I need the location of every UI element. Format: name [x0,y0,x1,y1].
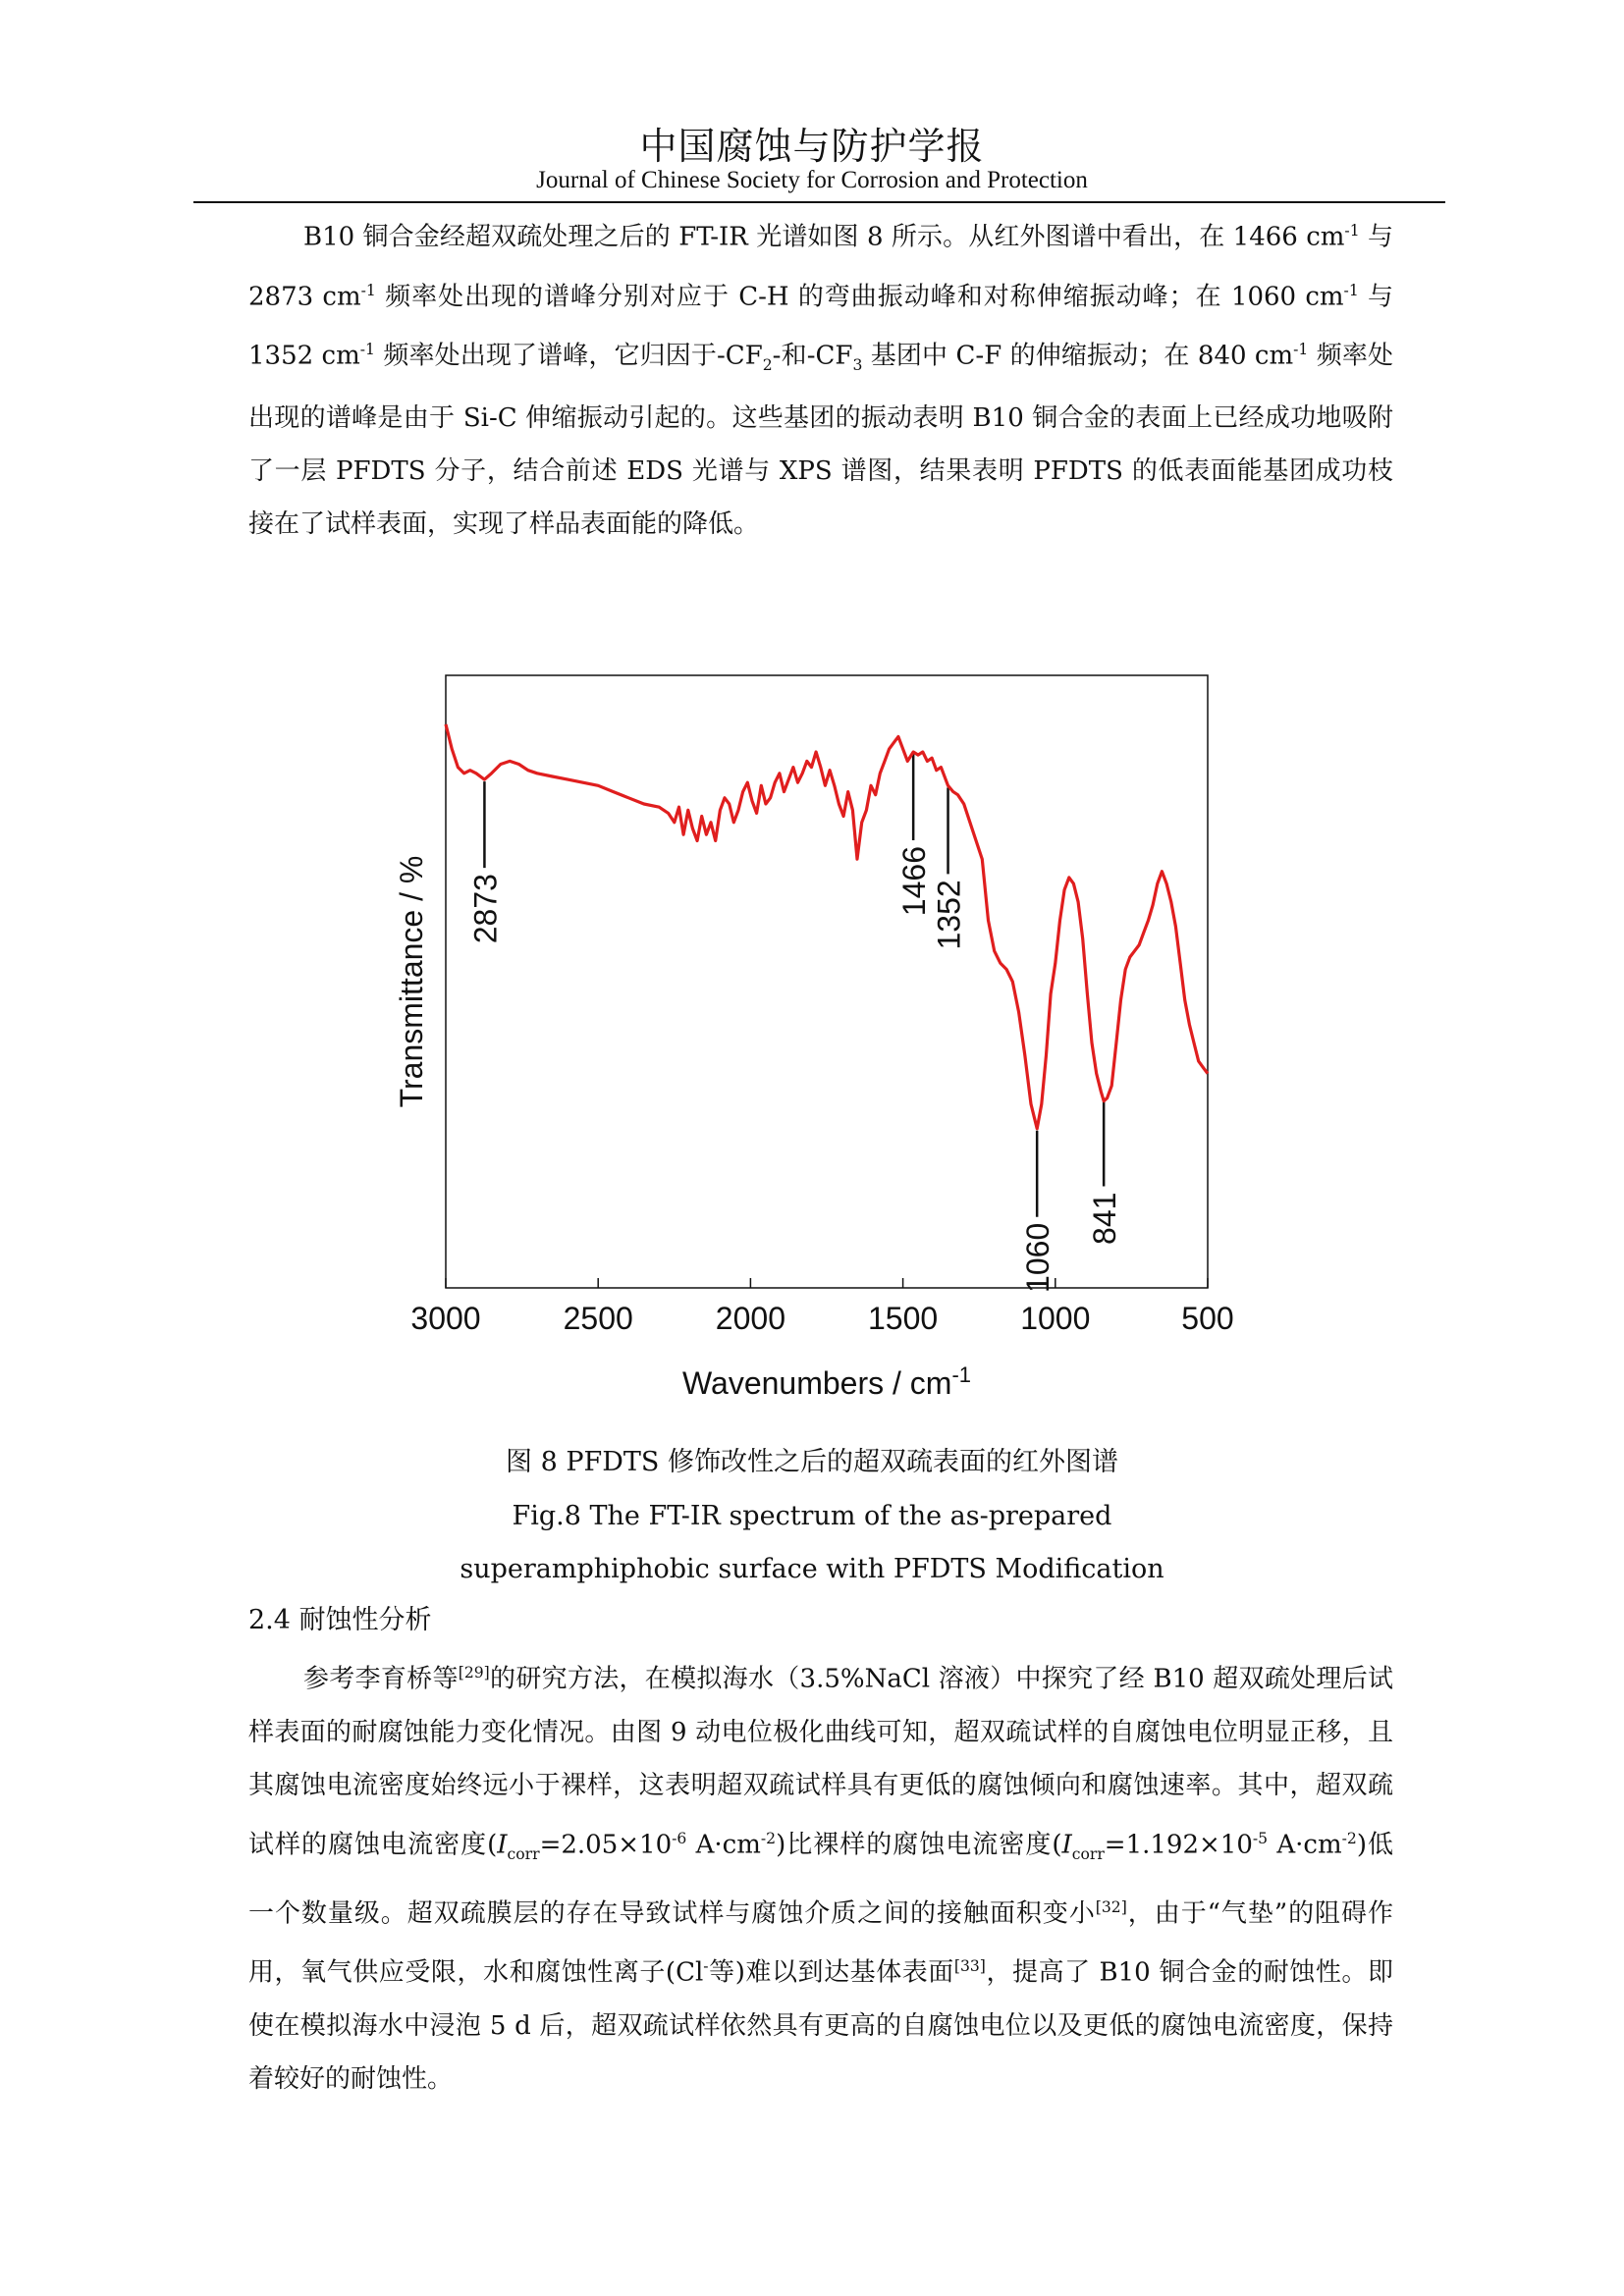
peak-label: 1466 [896,846,933,917]
peak-label: 841 [1087,1192,1123,1245]
x-tick-label: 3000 [410,1301,481,1336]
peak-label: 2873 [467,874,504,944]
y-axis-label: Transmittance / % [394,855,429,1108]
journal-title-cn: 中国腐蚀与防护学报 [639,125,985,168]
peak-label: 1060 [1020,1222,1056,1293]
x-tick-label: 500 [1181,1301,1234,1336]
paragraph-ftir: B10 铜合金经超双疏处理之后的 FT-IR 光谱如图 8 所示。从红外图谱中看出，在 1466 $cm^{-1}$ 与 2873 $cm^{-1}$ 频率处出现的谱峰分别对应于 C-H 的弯曲振动峰和对称伸缩振动峰；在 1060 $cm^{-1}$ 与 1352 $cm^{-1}$ 频率处出现了谱峰，它归因于$-CF_2-$和$-CF_3$ 基团中 C-F 的伸缩振动；在 840 $cm^{-1}$ 频率处出现的谱峰是由于 Si-C 伸缩振动引起的。这些基团的振动表明 B10 铜合金的表面上已经成功地吸附了一层 PFDTS 分子，结合前述 EDS 光谱与 XPS 谱图，结果表明 PFDTS 的低表面能基团成功枝接在了试样表面，实现了样品表面能的降低。 [248,222,1394,540]
x-ticks [410,1278,1233,1336]
x-tick-label: 1000 [1020,1301,1091,1336]
section-heading: 2.4 耐蚀性分析 [248,1605,432,1635]
figure-caption-en: Fig.8 The FT-IR spectrum of the as-prepared superamphiphobic surface with PFDTS Modification [460,1501,1164,1584]
ftir-chart [373,648,1257,1414]
x-tick-label: 1500 [868,1301,939,1336]
x-tick-label: 2000 [715,1301,785,1336]
x-axis-label: Wavenumbers / $cm^{-1}$ [682,1362,971,1401]
ftir-spectrum-line [446,724,1208,1129]
x-tick-label: 2500 [563,1301,633,1336]
paragraph-corrosion: 参考李育桥等[29]的研究方法，在模拟海水（3.5%NaCl 溶液）中探究了经 B10 超双疏处理后试样表面的耐腐蚀能力变化情况。由图 9 动电位极化曲线可知，超双疏试样的自腐蚀电位明显正移，且其腐蚀电流密度始终远小于裸样，这表明超双疏试样具有更低的腐蚀倾向和腐蚀速率。其中，超双疏试样的腐蚀电流密度($I_{corr}=2.05\times 10^{-6}$ $A\cdot cm^{-2}$)比裸样的腐蚀电流密度($I_{corr}=1.192\times 10^{-5}$ $A\cdot cm^{-2}$)低一个数量级。超双疏膜层的存在导致试样与腐蚀介质之间的接触面积变小[32]，由于“气垫”的阻碍作用，氧气供应受限，水和腐蚀性离子(Cl-等)难以到达基体表面[33]，提高了 B10 铜合金的耐蚀性。即使在模拟海水中浸泡 5 d 后，超双疏试样依然具有更高的自腐蚀电位以及更低的腐蚀电流密度，保持着较好的耐蚀性。 [248,1664,1393,2094]
figure-caption-cn: 图 8 PFDTS 修饰改性之后的超双疏表面的红外图谱 [506,1447,1118,1477]
header-rule [193,201,1445,203]
journal-title-en: Journal of Chinese Society for Corrosion and Protection [536,167,1088,193]
peak-annotations [467,754,1122,1293]
peak-label: 1352 [931,880,967,950]
